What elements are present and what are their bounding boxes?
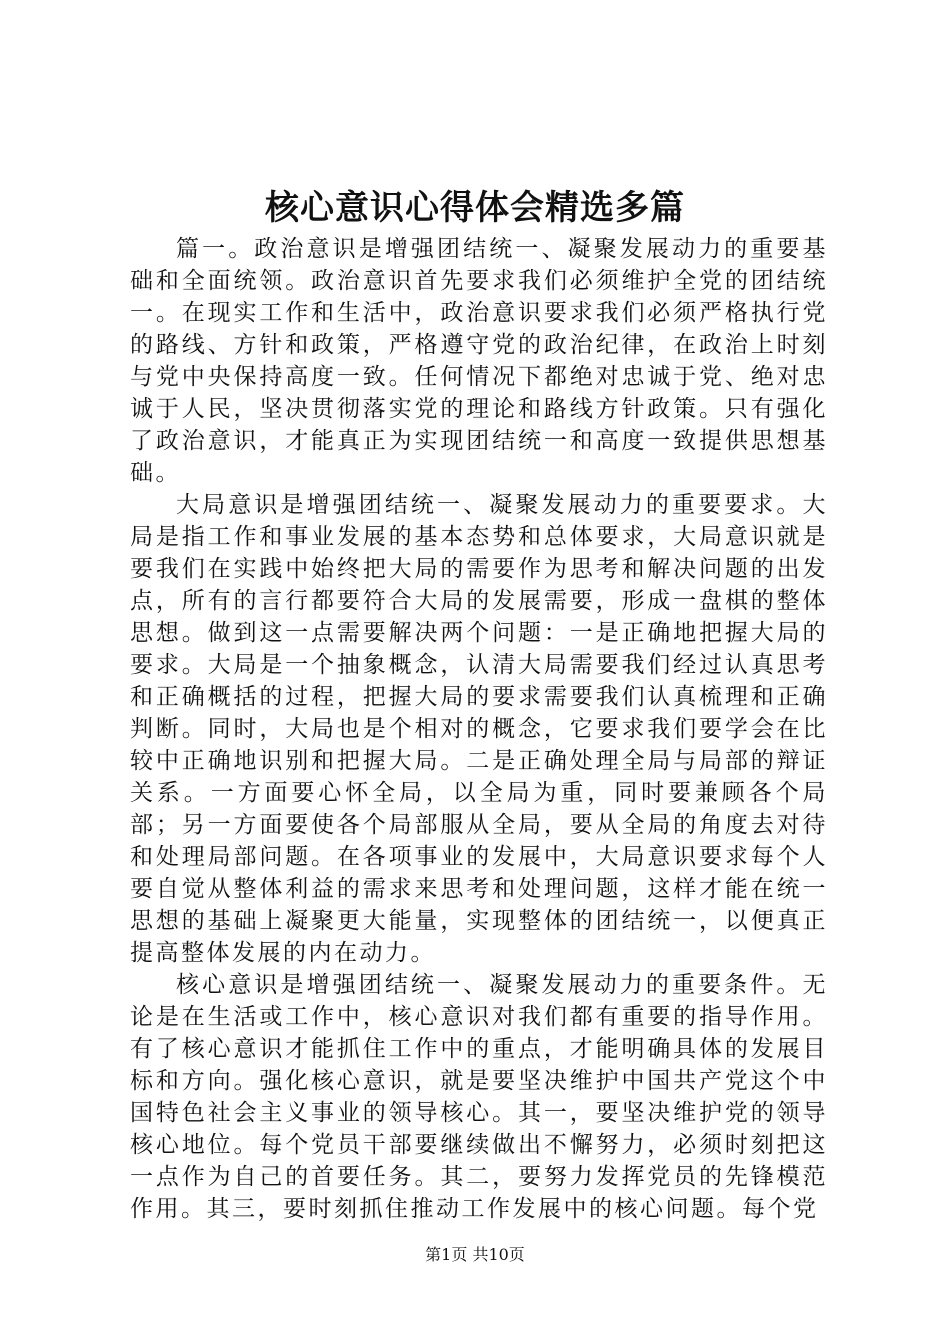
document-title: 核心意识心得体会精选多篇 xyxy=(265,188,685,228)
page-number-footer: 第1页 共10页 xyxy=(425,1245,525,1264)
paragraph-political-awareness: 篇一。政治意识是增强团结统一、凝聚发展动力的重要基础和全面统领。政治意识首先要求我们必须维护全党的团结统一。在现实工作和生活中，政治意识要求我们必须严格执行党的路线、方针和政策，严格遵守党的政治纪律，在政治上时刻与党中央保持高度一致。任何情况下都绝对忠诚于党、绝对忠诚于人民，坚决贯彻落实党的理论和路线方针政策。只有强化了政治意识，才能真正为实现团结统一和高度一致提供思想基础。 xyxy=(130,236,828,486)
document-body xyxy=(130,233,828,1225)
paragraph-overall-awareness: 大局意识是增强团结统一、凝聚发展动力的重要要求。大局是指工作和事业发展的基本态势和总体要求，大局意识就是要我们在实践中始终把大局的需要作为思考和解决问题的出发点，所有的言行都要符合大局的发展需要，形成一盘棋的整体思想。做到这一点需要解决两个问题：一是正确地把握大局的要求。大局是一个抽象概念，认清大局需要我们经过认真思考和正确概括的过程，把握大局的要求需要我们认真梳理和正确判断。同时，大局也是个相对的概念，它要求我们要学会在比较中正确地识别和把握大局。二是正确处理全局与局部的辩证关系。一方面要心怀全局，以全局为重，同时要兼顾各个局部；另一方面要使各个局部服从全局，要从全局的角度去对待和处理局部问题。在各项事业的发展中，大局意识要求每个人要自觉从整体利益的需求来思考和处理问题，这样才能在统一思想的基础上凝聚更大能量，实现整体的团结统一，以便真正提高整体发展的内在动力。 xyxy=(130,492,828,966)
paragraph-core-awareness: 核心意识是增强团结统一、凝聚发展动力的重要条件。无论是在生活或工作中，核心意识对我们都有重要的指导作用。有了核心意识才能抓住工作中的重点，才能明确具体的发展目标和方向。强化核心意识，就是要坚决维护中国共产党这个中国特色社会主义事业的领导核心。其一，要坚决维护党的领导核心地位。每个党员干部要继续做出不懈努力，必须时刻把这一点作为自己的首要任务。其二，要努力发挥党员的先锋模范作用。其三，要时刻抓住推动工作发展中的核心问题。每个党 xyxy=(130,972,828,1222)
